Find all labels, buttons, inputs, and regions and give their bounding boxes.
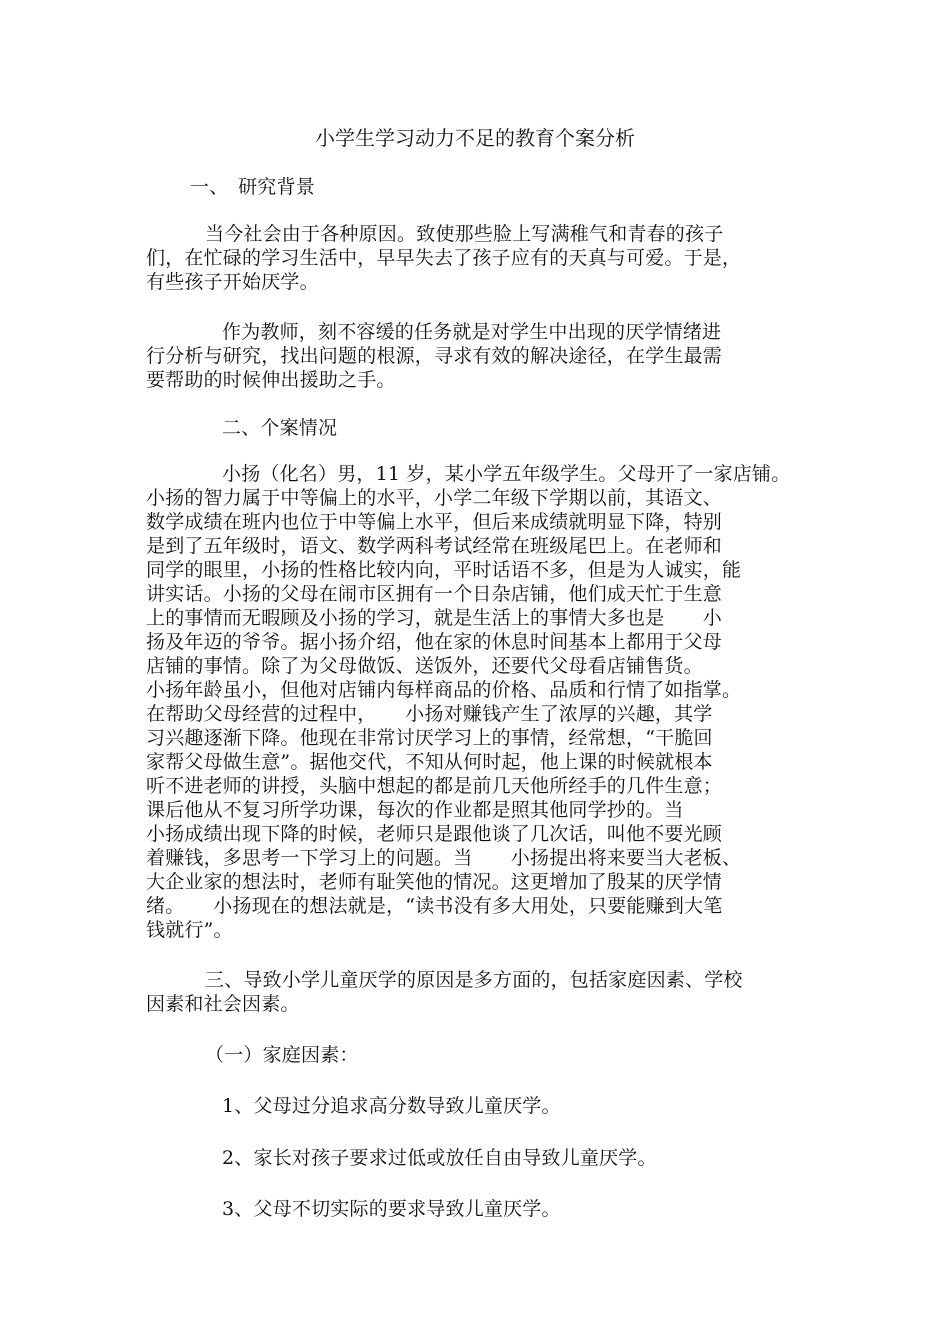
section2-heading: 二、个案情况 xyxy=(222,417,338,439)
list-item: 2、家长对孩子要求过低或放任自由导致儿童厌学。 xyxy=(222,1147,657,1169)
section2-para-line: 同学的眼里，小扬的性格比较内向，平时话语不多，但是为人诚实，能 xyxy=(146,559,742,581)
section2-para-line: 习兴趣逐渐下降。他现在非常讨厌学习上的事情，经常想，“干脆回 xyxy=(146,727,713,749)
section3-subheading: （一）家庭因素： xyxy=(205,1044,359,1066)
section2-para-line: 听不进老师的讲授，头脑中想起的都是前几天他所经手的几件生意； xyxy=(146,775,723,797)
section2-para-line: 大企业家的想法时，老师有耻笑他的情况。这更增加了殷某的厌学情 xyxy=(146,871,723,893)
section2-para-line: 小扬年龄虽小，但他对店铺内每样商品的价格、品质和行情了如指掌。 xyxy=(146,679,742,701)
section2-para-line: 小扬成绩出现下降的时候，老师只是跟他谈了几次话，叫他不要光顾 xyxy=(146,823,723,845)
section2-para-line: 是到了五年级时，语文、数学两科考试经常在班级尾巴上。在老师和 xyxy=(146,535,723,557)
list-item: 1、父母过分追求高分数导致儿童厌学。 xyxy=(222,1095,561,1117)
section2-para-line: 店铺的事情。除了为父母做饭、送饭外，还要代父母看店铺售货。 xyxy=(146,655,703,677)
section2-para-line: 着赚钱，多思考一下学习上的问题。当 小扬提出将来要当大老板、 xyxy=(146,847,742,869)
section1-para2-line: 要帮助的时候伸出援助之手。 xyxy=(146,369,396,391)
section3-heading-line: 三、导致小学儿童厌学的原因是多方面的，包括家庭因素、学校 xyxy=(205,969,743,991)
section2-para-line: 课后他从不复习所学功课，每次的作业都是照其他同学抄的。当 xyxy=(146,799,684,821)
section2-para-line: 扬及年迈的爷爷。据小扬介绍，他在家的休息时间基本上都用于父母 xyxy=(146,631,723,653)
section1-para1-line: 有些孩子开始厌学。 xyxy=(146,271,319,293)
section2-para-line: 钱就行”。 xyxy=(146,919,233,941)
list-item: 3、父母不切实际的要求导致儿童厌学。 xyxy=(222,1198,561,1220)
section2-para-line: 家帮父母做生意”。据他交代，不知从何时起，他上课的时候就根本 xyxy=(146,751,713,773)
document-title: 小学生学习动力不足的教育个案分析 xyxy=(315,126,635,150)
section2-para-line: 小扬的智力属于中等偏上的水平，小学二年级下学期以前，其语文、 xyxy=(146,487,723,509)
section3-heading-line: 因素和社会因素。 xyxy=(146,993,300,1015)
section2-para-line: 讲实话。小扬的父母在闹市区拥有一个日杂店铺，他们成天忙于生意 xyxy=(146,583,723,605)
section2-para-line: 数学成绩在班内也位于中等偏上水平，但后来成绩就明显下降，特别 xyxy=(146,511,723,533)
section1-para1-line: 当今社会由于各种原因。致使那些脸上写满稚气和青春的孩子 xyxy=(205,223,724,245)
section2-para-line: 绪。 小扬现在的想法就是，“读书没有多大用处，只要能赚到大笔 xyxy=(146,895,723,917)
section1-para1-line: 们，在忙碌的学习生活中，早早失去了孩子应有的天真与可爱。于是， xyxy=(146,247,742,269)
section1-heading: 一、 研究背景 xyxy=(190,176,315,198)
section2-para-line: 在帮助父母经营的过程中， 小扬对赚钱产生了浓厚的兴趣，其学 xyxy=(146,703,713,725)
section1-para2-line: 作为教师，刻不容缓的任务就是对学生中出现的厌学情绪进 xyxy=(222,321,722,343)
section2-para-line: 上的事情而无暇顾及小扬的学习，就是生活上的事情大多也是 小 xyxy=(146,607,723,629)
section2-para-line: 小扬（化名）男，11 岁，某小学五年级学生。父母开了一家店铺。 xyxy=(222,463,791,485)
section1-para2-line: 行分析与研究，找出问题的根源，寻求有效的解决途径，在学生最需 xyxy=(146,345,723,367)
